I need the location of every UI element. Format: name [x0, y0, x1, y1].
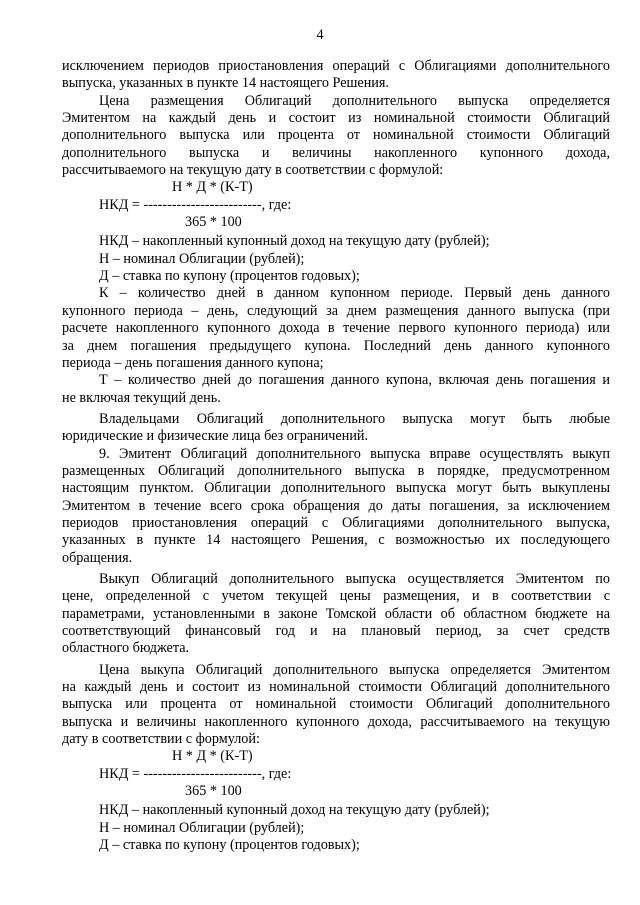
text-line: дату в соответствии с формулой: — [62, 731, 260, 748]
text-line: цене, определенной с учетом текущей цены размещения, и в соответствии с — [62, 588, 610, 605]
formula-line: НКД = -------------------------, где: — [99, 765, 292, 782]
text-line: обращения. — [62, 549, 133, 566]
text-line: областного бюджета. — [62, 640, 190, 657]
document-body — [62, 58, 610, 854]
text-line: Н – номинал Облигации (рублей); — [99, 250, 305, 267]
text-line: размещенных Облигаций дополнительного выпуска в порядке, предусмотренном — [62, 462, 610, 479]
text-line: параметрами, установленными в законе Томской области об областном бюджете на — [62, 605, 610, 622]
text-line: Н – номинал Облигации (рублей); — [99, 819, 305, 836]
text-line: выпуска и величины накопленного купонного дохода, рассчитываемого на текущую — [62, 713, 610, 730]
formula-denominator: 365 * 100 — [185, 783, 242, 800]
formula-numerator: Н * Д * (К-Т) — [172, 748, 253, 765]
text-line: 9. Эмитент Облигаций дополнительного выпуска вправе осуществлять выкуп — [99, 445, 610, 462]
formula-denominator: 365 * 100 — [185, 214, 242, 231]
text-line: Цена размещения Облигаций дополнительного выпуска определяется — [99, 92, 610, 109]
text-line: выпуска, указанных в пункте 14 настоящего Решения. — [62, 75, 389, 92]
text-line: Д – ставка по купону (процентов годовых); — [99, 268, 360, 285]
formula-numerator: Н * Д * (К-Т) — [172, 179, 253, 196]
text-line: купонного периода – день, следующий за днем размещения данного выпуска (при — [62, 302, 610, 319]
text-line: К – количество дней в данном купонном периоде. Первый день данного — [99, 285, 610, 302]
text-line: Д – ставка по купону (процентов годовых); — [99, 837, 360, 854]
text-line: Т – количество дней до погашения данного купона, включая день погашения и — [99, 372, 610, 389]
text-line: дополнительного выпуска и величины накопленного купонного дохода, — [62, 144, 610, 161]
text-line: исключением периодов приостановления операций с Облигациями дополнительного — [62, 58, 610, 74]
text-line: рассчитываемого на текущую дату в соответствии с формулой: — [62, 162, 444, 179]
page-number: 4 — [316, 27, 324, 43]
text-line: указанных в пункте 14 настоящего Решения, с возможностью их последующего — [62, 532, 610, 549]
text-line: расчете накопленного купонного дохода в течение первого купонного периода) или — [62, 320, 610, 337]
text-line: за днем погашения предыдущего купона. Последний день данного купонного — [62, 337, 610, 354]
text-line: Выкуп Облигаций дополнительного выпуска осуществляется Эмитентом по — [99, 570, 610, 587]
text-line: настоящим пунктом. Облигации дополнительного выпуска могут быть выкуплены — [62, 480, 610, 497]
text-line: выпуска или процента от номинальной стоимости Облигаций дополнительного — [62, 696, 610, 713]
text-line: соответствующий финансовый год и на плановый период, за счет средств — [62, 623, 610, 639]
text-line: Эмитентом в течение всего срока обращения до даты погашения, за исключением — [62, 497, 610, 514]
text-line: периодов приостановления операций с Облигациями дополнительного выпуска, — [62, 514, 610, 531]
text-line: Владельцами Облигаций дополнительного выпуска могут быть любые — [99, 410, 610, 427]
text-line: Цена выкупа Облигаций дополнительного выпуска определяется Эмитентом — [99, 661, 610, 678]
text-line: дополнительного выпуска или процента от номинальной стоимости Облигаций — [62, 127, 610, 144]
text-line: юридические и физические лица без ограничений. — [62, 428, 369, 445]
formula-line: НКД = -------------------------, где: — [99, 196, 292, 213]
text-line: НКД – накопленный купонный доход на текущую дату (рублей); — [99, 233, 490, 250]
text-line: на каждый день и состоит из номинальной стоимости Облигаций дополнительного — [62, 679, 610, 696]
text-line: Эмитентом на каждый день и состоит из номинальной стоимости Облигаций — [62, 110, 610, 127]
text-line: НКД – накопленный купонный доход на текущую дату (рублей); — [99, 802, 490, 819]
text-line: периода – день погашения данного купона; — [62, 354, 324, 371]
text-line: не включая текущий день. — [62, 389, 221, 406]
